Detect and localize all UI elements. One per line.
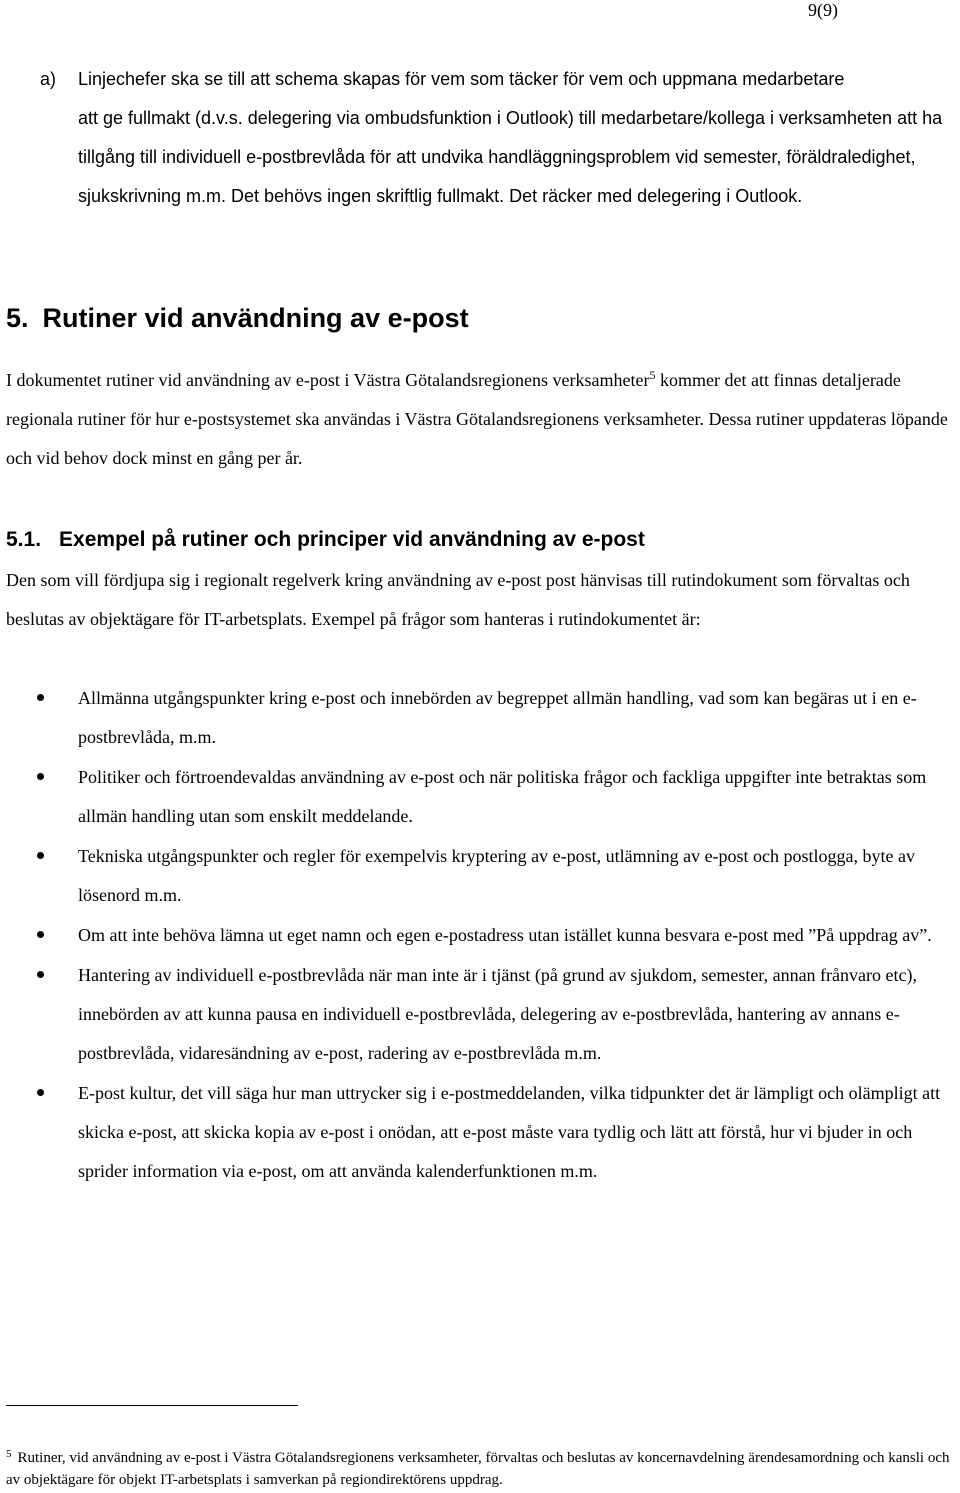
bullet-item [0, 956, 948, 1073]
footnote-reference: 5 [649, 368, 656, 382]
footnote [6, 1447, 956, 1491]
bullet-item [0, 758, 948, 836]
subsection-title: Exempel på rutiner och principer vid användning av e-post [59, 528, 645, 551]
bullet-item [0, 916, 948, 955]
subsection-heading [6, 528, 645, 552]
bullet-icon [37, 931, 44, 938]
bullet-icon [37, 694, 44, 701]
bullet-icon [37, 971, 44, 978]
subsection-paragraph: Den som vill fördjupa sig i regionalt regelverk kring användning av e-post post hänvisas till rutindokument som förvaltas och beslutas av objektägare för IT-arbetsplats. Exempel på frågor som hanteras i rutindokumentet är: [6, 570, 910, 629]
bullet-text: Allmänna utgångspunkter kring e-post och innebörden av begreppet allmän handling, vad som kan begäras ut i en e-postbrevlåda, m.m. [78, 688, 917, 747]
bullet-text: Hantering av individuell e-postbrevlåda när man inte är i tjänst (på grund av sjukdom, semester, annan frånvaro etc), innebörden av att kunna pausa en individuell e-postbrevlåda, delegering av e-postbrevlåda, hantering av annans e-postbrevlåda, vidaresändning av e-post, radering av e-postbrevlåda m.m. [78, 965, 917, 1063]
bullet-text: E-post kultur, det vill säga hur man uttrycker sig i e-postmeddelanden, vilka tidpunkter det är lämpligt och olämpligt att skicka e-post, att skicka kopia av e-post i onödan, att e-post måste vara tydlig och lätt att förstå, hur vi bjuder in och sprider information via e-post, om att använda kalenderfunktionen m.m. [78, 1083, 941, 1181]
bullet-list [0, 679, 960, 1192]
page-number: 9(9) [808, 0, 838, 20]
bullet-text: Politiker och förtroendevaldas användning av e-post och när politiska frågor och fackliga uppgifter inte betraktas som allmän handling utan som enskilt meddelande. [78, 767, 927, 826]
section-heading [6, 303, 469, 334]
bullet-icon [37, 773, 44, 780]
footnote-text: Rutiner, vid användning av e-post i Västra Götalandsregionens verksamheter, förvaltas och beslutas av koncernavdelning ärendesamordning och kansli och av objektägare för objekt IT-arbetsplats i samverkan på regiondirektörens uppdrag. [6, 1450, 950, 1488]
bullet-text: Tekniska utgångspunkter och regler för exempelvis kryptering av e-post, utlämning av e-post och postlogga, byte av lösenord m.m. [78, 846, 916, 905]
bullet-item [0, 1074, 948, 1191]
list-item-text-first-line: Linjechefer ska se till att schema skapas för vem som täcker för vem och uppmana medarbetare [78, 69, 845, 89]
bullet-item [0, 837, 948, 915]
list-item-text-continued: att ge fullmakt (d.v.s. delegering via ombudsfunktion i Outlook) till medarbetare/kollega i verksamheten att ha tillgång till individuell e-postbrevlåda för att undvika handläggningsproblem vid semester, föräldraledighet, sjukskrivning m.m. Det behövs ingen skriftlig fullmakt. Det räcker med delegering i Outlook. [78, 108, 943, 206]
bullet-icon [37, 852, 44, 859]
section-paragraph [6, 361, 956, 478]
subsection-number: 5.1. [6, 528, 42, 551]
footnote-separator [6, 1405, 298, 1406]
list-marker: a) [40, 69, 57, 89]
paragraph-text: I dokumentet rutiner vid användning av e-post i Västra Götalandsregionens verksamheter [6, 370, 650, 390]
section-number: 5. [6, 303, 29, 333]
bullet-text: Om att inte behöva lämna ut eget namn och egen e-postadress utan istället kunna besvara e-post med ”På uppdrag av”. [78, 925, 932, 945]
bullet-icon [37, 1089, 44, 1096]
section-title: Rutiner vid användning av e-post [42, 303, 469, 333]
footnote-number: 5 [6, 1448, 12, 1460]
bullet-item [0, 679, 948, 757]
list-item-a [40, 60, 955, 216]
paragraph-text-continued: kommer det att finnas detaljerade regionala rutiner för hur e-postsystemet ska användas i Västra Götalandsregionens verksamheter. Dessa rutiner uppdateras löpande och vid behov dock minst en gång per år. [6, 370, 948, 468]
